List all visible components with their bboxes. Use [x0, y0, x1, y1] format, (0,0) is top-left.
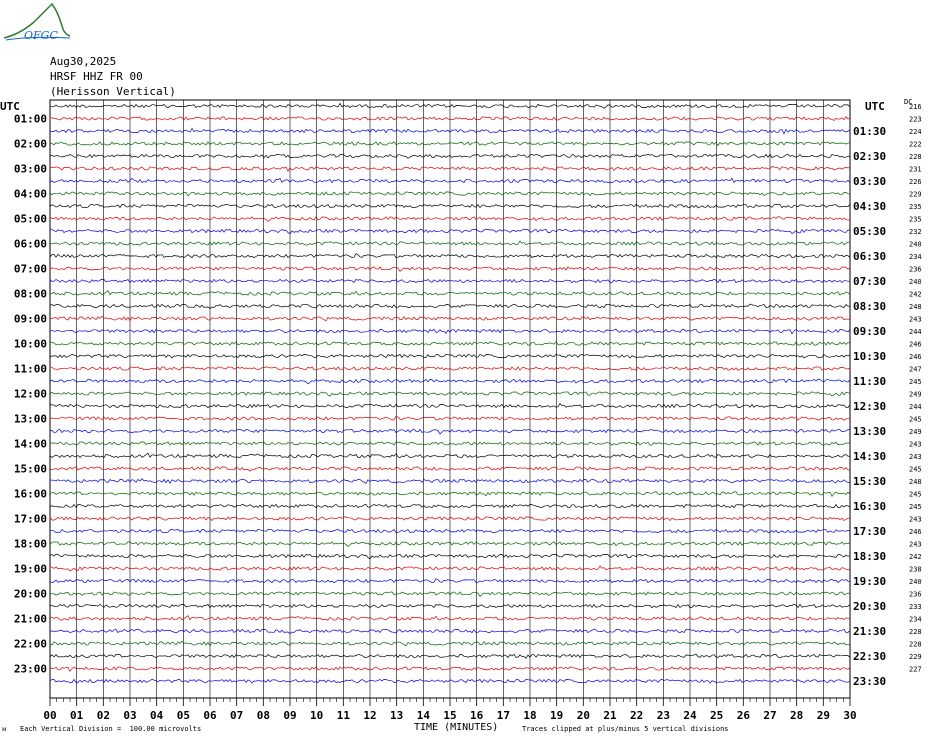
hour-label-right: 11:30 — [853, 375, 887, 388]
hour-label-left: 18:00 — [13, 537, 47, 551]
dc-offset-value: 235 — [909, 215, 922, 224]
hour-label-right: 16:30 — [853, 500, 887, 513]
hour-label-left: 19:00 — [13, 562, 47, 576]
hour-label-right: 22:30 — [853, 650, 887, 663]
hour-label-left: 06:00 — [13, 237, 47, 251]
dc-offset-value: 227 — [909, 665, 922, 674]
hour-label-right: 12:30 — [853, 400, 887, 413]
dc-offset-value: 228 — [909, 628, 922, 636]
dc-offset-value: 243 — [909, 453, 922, 461]
scale-note: Each Vertical Division = 100.00 microvolts — [20, 725, 202, 733]
x-tick-label: 05 — [176, 709, 190, 722]
dc-offset-value: 242 — [909, 290, 922, 299]
hour-label-right: 09:30 — [853, 325, 887, 338]
hour-label-right: 03:30 — [853, 175, 887, 188]
utc-left-label: UTC — [0, 100, 20, 113]
hour-label-right: 06:30 — [853, 250, 887, 263]
x-tick-label: 09 — [283, 709, 297, 722]
x-tick-label: 27 — [763, 709, 777, 722]
dc-offset-value: 222 — [909, 140, 922, 149]
hour-label-left: 23:00 — [13, 662, 47, 676]
hour-label-right: 17:30 — [853, 525, 887, 538]
dc-offset-value: 224 — [909, 128, 922, 136]
dc-offset-value: 245 — [909, 503, 922, 511]
x-axis-title: TIME (MINUTES) — [414, 722, 499, 733]
x-tick-label: 18 — [523, 709, 537, 722]
hour-label-right: 21:30 — [853, 625, 887, 638]
hour-label-left: 12:00 — [13, 387, 47, 401]
dc-offset-value: 223 — [909, 115, 922, 124]
dc-offset-value: 240 — [909, 240, 922, 249]
hour-label-right: 20:30 — [853, 600, 887, 613]
dc-offset-value: 231 — [909, 165, 922, 174]
dc-offset-value: 249 — [909, 428, 922, 436]
dc-offset-value: 229 — [909, 190, 922, 199]
hour-label-left: 15:00 — [13, 462, 47, 476]
hour-label-right: 07:30 — [853, 275, 887, 288]
hour-label-right: 05:30 — [853, 225, 887, 238]
x-tick-label: 07 — [230, 709, 244, 722]
x-tick-label: 08 — [256, 709, 270, 722]
x-tick-label: 15 — [443, 709, 457, 722]
hour-label-left: 11:00 — [13, 362, 47, 376]
dc-offset-value: 238 — [909, 565, 922, 574]
x-tick-label: 06 — [203, 709, 217, 722]
hour-label-right: 23:30 — [853, 675, 887, 688]
hour-label-right: 02:30 — [853, 150, 887, 163]
hour-label-left: 04:00 — [13, 187, 47, 201]
dc-offset-value: 226 — [909, 178, 922, 186]
dc-offset-value: 236 — [909, 590, 922, 599]
x-tick-label: 01 — [70, 709, 84, 722]
x-tick-label: 30 — [843, 709, 857, 722]
hour-label-left: 09:00 — [13, 312, 47, 326]
hour-label-left: 05:00 — [13, 212, 47, 226]
recording-date: Aug30,2025 — [50, 55, 117, 68]
x-tick-label: 10 — [310, 709, 324, 722]
dc-offset-value: 246 — [909, 528, 922, 536]
hour-label-right: 19:30 — [853, 575, 887, 588]
hour-label-right: 13:30 — [853, 425, 887, 438]
logo-text: OFGC — [24, 29, 58, 42]
hour-label-right: 04:30 — [853, 200, 887, 213]
dc-offset-value: 228 — [909, 153, 922, 161]
dc-offset-value: 234 — [909, 615, 922, 624]
hour-label-left: 13:00 — [13, 412, 47, 426]
hour-label-right: 01:30 — [853, 125, 887, 138]
hour-label-left: 21:00 — [13, 612, 47, 626]
dc-offset-value: 249 — [909, 390, 922, 399]
dc-offset-value: 216 — [909, 103, 922, 111]
x-tick-label: 03 — [123, 709, 137, 722]
x-tick-label: 00 — [43, 709, 57, 722]
dc-offset-value: 244 — [909, 328, 922, 336]
station-code: HRSF HHZ FR 00 — [50, 70, 143, 83]
dc-offset-value: 247 — [909, 365, 922, 374]
x-tick-label: 20 — [576, 709, 590, 722]
x-tick-label: 25 — [710, 709, 724, 722]
dc-offset-value: 240 — [909, 578, 922, 586]
x-tick-label: 11 — [336, 709, 350, 722]
hour-label-right: 08:30 — [853, 300, 887, 313]
hour-label-right: 14:30 — [853, 450, 887, 463]
hour-label-left: 22:00 — [13, 637, 47, 651]
dc-offset-value: 245 — [909, 465, 922, 474]
hour-label-left: 10:00 — [13, 337, 47, 351]
hour-label-right: 15:30 — [853, 475, 887, 488]
hour-label-left: 07:00 — [13, 262, 47, 276]
x-tick-label: 12 — [363, 709, 377, 722]
x-tick-label: 14 — [416, 709, 430, 722]
x-tick-label: 29 — [816, 709, 830, 722]
hour-label-left: 20:00 — [13, 587, 47, 601]
hour-label-right: 10:30 — [853, 350, 887, 363]
hour-label-left: 17:00 — [13, 512, 47, 526]
dc-offset-value: 244 — [909, 403, 922, 411]
x-tick-label: 13 — [390, 709, 404, 722]
dc-offset-value: 233 — [909, 603, 922, 611]
hour-label-left: 14:00 — [13, 437, 47, 451]
station-site: (Herisson Vertical) — [50, 85, 176, 98]
dc-offset-value: 245 — [909, 415, 922, 424]
dc-offset-value: 243 — [909, 315, 922, 324]
dc-offset-value: 228 — [909, 640, 922, 649]
hour-label-left: 02:00 — [13, 137, 47, 151]
dc-offset-value: 246 — [909, 353, 922, 361]
x-tick-label: 02 — [96, 709, 110, 722]
hour-label-right: 18:30 — [853, 550, 887, 563]
dc-offset-value: 240 — [909, 278, 922, 286]
dc-offset-value: 248 — [909, 478, 922, 486]
x-tick-label: 21 — [603, 709, 617, 722]
dc-offset-value: 232 — [909, 228, 922, 236]
dc-offset-value: 245 — [909, 490, 922, 499]
hour-label-left: 16:00 — [13, 487, 47, 501]
x-tick-label: 26 — [736, 709, 750, 722]
x-tick-label: 23 — [656, 709, 670, 722]
dc-offset-value: 243 — [909, 540, 922, 549]
dc-offset-value: 243 — [909, 515, 922, 524]
dc-label: DC — [904, 98, 913, 106]
dc-offset-value: 245 — [909, 378, 922, 386]
hour-label-left: 08:00 — [13, 287, 47, 301]
dc-offset-value: 234 — [909, 253, 922, 261]
x-tick-label: 24 — [683, 709, 697, 722]
dc-offset-value: 229 — [909, 653, 922, 661]
x-tick-label: 19 — [550, 709, 564, 722]
x-tick-label: 04 — [150, 709, 164, 722]
scale-icon: ᴍ — [2, 725, 7, 733]
dc-offset-value: 236 — [909, 265, 922, 274]
dc-offset-value: 235 — [909, 203, 922, 211]
dc-offset-value: 248 — [909, 303, 922, 311]
x-tick-label: 17 — [496, 709, 510, 722]
utc-right-label: UTC — [865, 100, 885, 113]
x-tick-label: 22 — [630, 709, 644, 722]
x-tick-label: 28 — [790, 709, 804, 722]
x-tick-label: 16 — [470, 709, 484, 722]
dc-offset-value: 243 — [909, 440, 922, 449]
dc-offset-value: 246 — [909, 340, 922, 349]
hour-label-left: 01:00 — [13, 112, 47, 126]
hour-label-left: 03:00 — [13, 162, 47, 176]
clip-note: Traces clipped at plus/minus 5 vertical divisions — [522, 725, 729, 733]
dc-offset-value: 242 — [909, 553, 922, 561]
